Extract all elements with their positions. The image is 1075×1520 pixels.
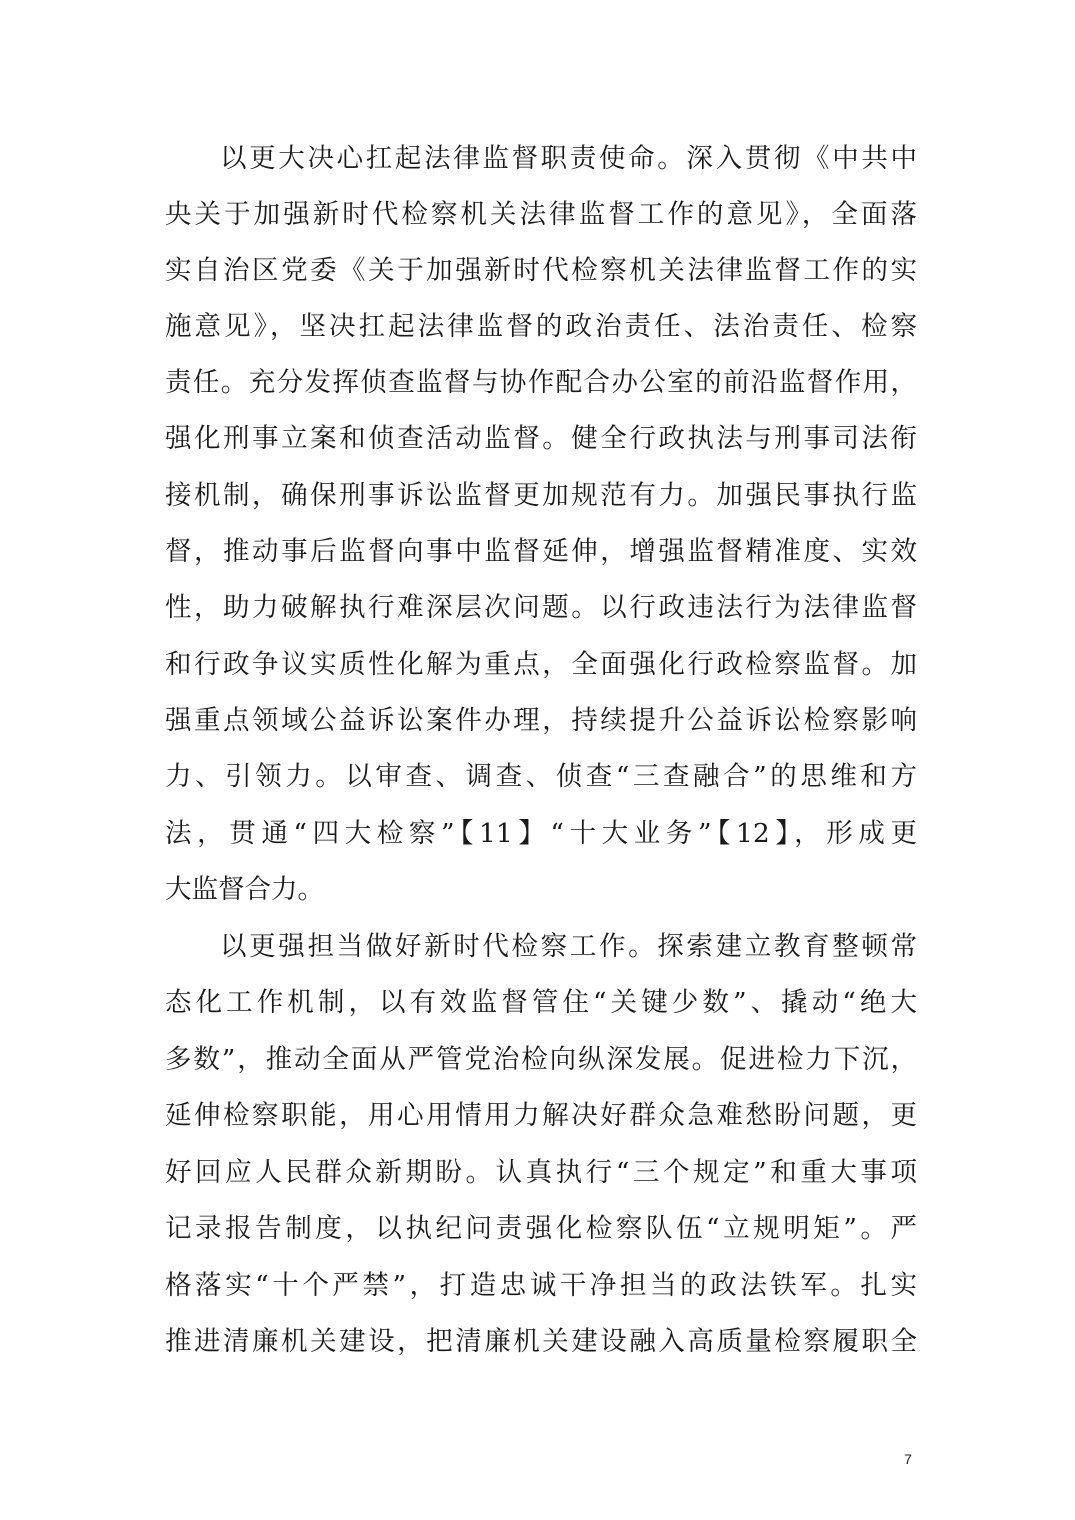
page-number: 7 (904, 1451, 912, 1467)
text-line: 法，贯通“四大检察”【11】“十大业务”【12】，形成更 (165, 818, 917, 849)
text-line: 施意见》，坚决扛起法律监督的政治责任、法治责任、检察 (165, 311, 917, 342)
text-line: 性，助力破解执行难深层次问题。以行政违法行为法律监督 (165, 592, 917, 623)
text-line: 强重点领域公益诉讼案件办理，持续提升公益诉讼检察影响 (165, 705, 917, 736)
text-line: 接机制，确保刑事诉讼监督更加规范有力。加强民事执行监 (165, 480, 917, 511)
text-line: 大监督合力。 (165, 874, 324, 905)
text-line: 督，推动事后监督向事中监督延伸，增强监督精准度、实效 (165, 536, 917, 567)
text-line: 多数”，推动全面从严管党治检向纵深发展。促进检力下沉， (165, 1044, 917, 1075)
text-line: 记录报告制度，以执纪问责强化检察队伍“立规明矩”。严 (165, 1213, 917, 1244)
text-line: 延伸检察职能，用心用情用力解决好群众急难愁盼问题，更 (165, 1100, 917, 1131)
text-line: 实自治区党委《关于加强新时代检察机关法律监督工作的实 (165, 255, 917, 286)
text-line: 以更强担当做好新时代检察工作。探索建立教育整顿常 (220, 931, 917, 962)
text-line: 力、引领力。以审查、调查、侦查“三查融合”的思维和方 (165, 761, 917, 792)
text-line: 央关于加强新时代检察机关法律监督工作的意见》，全面落 (165, 199, 917, 230)
text-line: 强化刑事立案和侦查活动监督。健全行政执法与刑事司法衔 (165, 423, 917, 454)
text-line: 好回应人民群众新期盼。认真执行“三个规定”和重大事项 (165, 1157, 917, 1188)
text-line: 责任。充分发挥侦查监督与协作配合办公室的前沿监督作用， (165, 367, 917, 398)
text-line: 格落实“十个严禁”，打造忠诚干净担当的政法铁军。扎实 (165, 1270, 917, 1301)
text-line: 态化工作机制，以有效监督管住“关键少数”、撬动“绝大 (165, 987, 917, 1018)
text-line: 推进清廉机关建设，把清廉机关建设融入高质量检察履职全 (165, 1326, 917, 1357)
text-line: 和行政争议实质性化解为重点，全面强化行政检察监督。加 (165, 649, 917, 680)
text-line: 以更大决心扛起法律监督职责使命。深入贯彻《中共中 (220, 143, 917, 174)
